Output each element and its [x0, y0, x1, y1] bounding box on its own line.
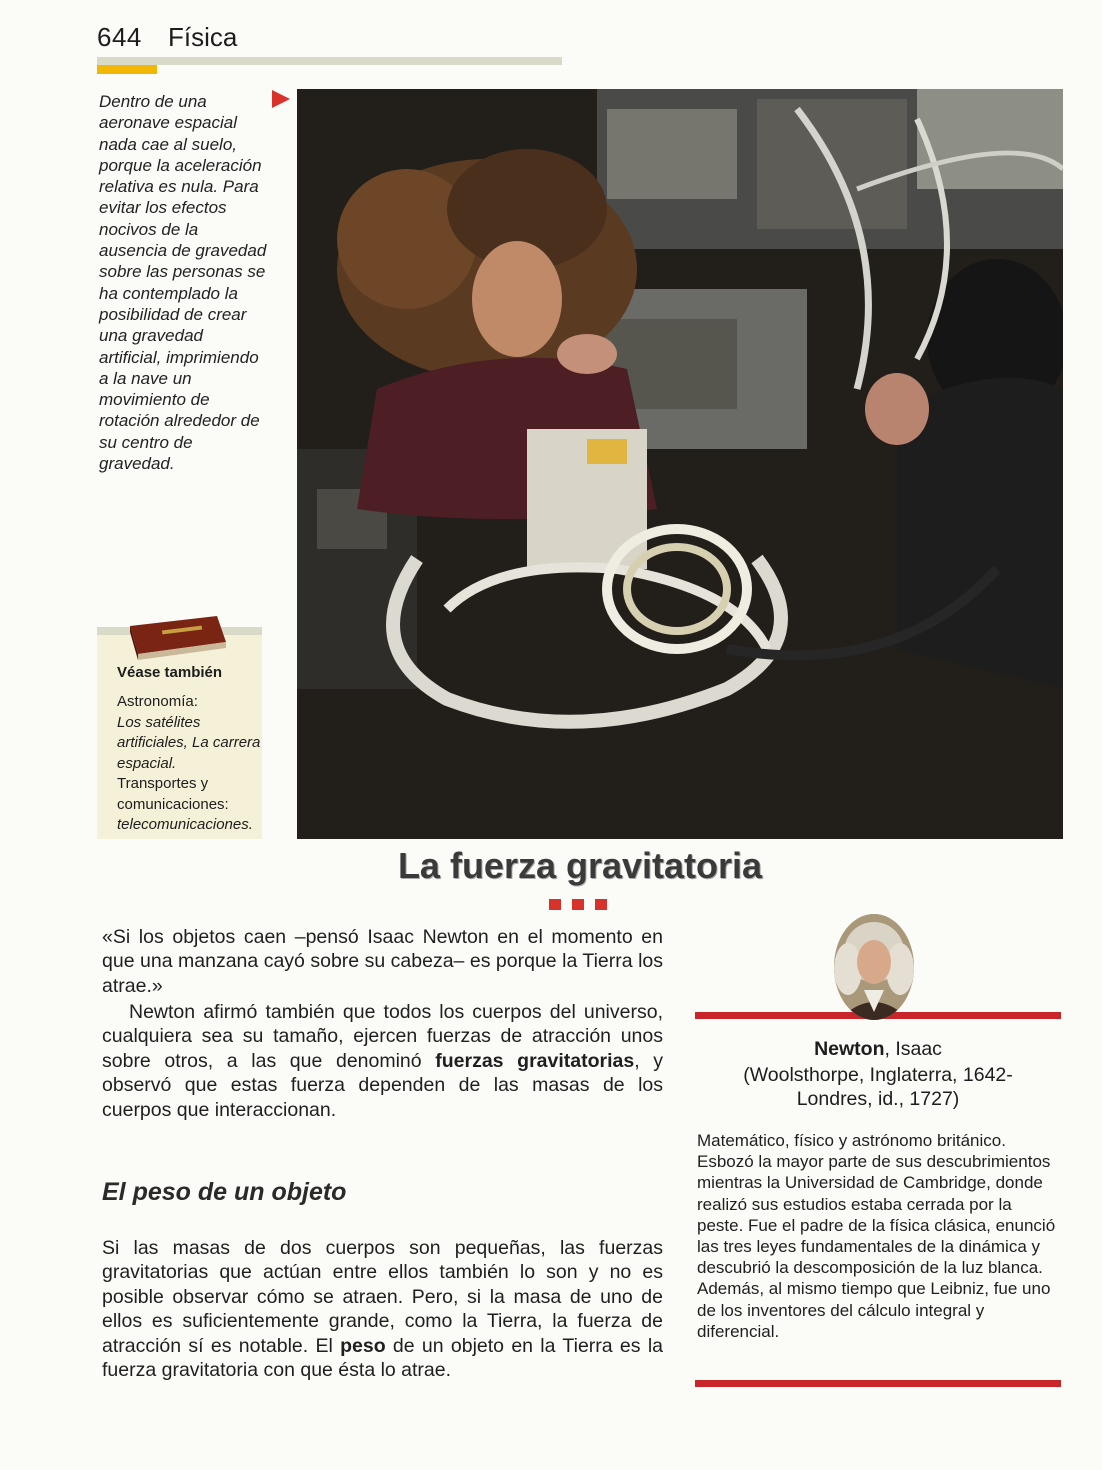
see-also-category: Astronomía:	[117, 693, 198, 710]
see-also-list	[117, 692, 262, 836]
see-also-title: Véase también	[117, 664, 223, 681]
biography-name: Newton, Isaac	[814, 1038, 942, 1060]
newton-quote: «Si los objetos caen –pensó Isaac Newton en el momento en que una manzana cayó sobre su cabeza– es porque la Tierra los atrae.»	[102, 926, 663, 997]
section-heading: El peso de un objeto	[102, 1178, 347, 1206]
astronauts-photo-illustration	[297, 89, 1063, 839]
caption-arrow-icon	[272, 90, 290, 108]
term-weight: peso	[340, 1334, 386, 1357]
title-ornament	[572, 899, 584, 910]
book-icon	[122, 608, 232, 663]
newton-portrait	[834, 914, 914, 1020]
title-ornament	[549, 899, 561, 910]
section-title: Física	[168, 22, 238, 52]
see-also-link[interactable]: telecomunicaciones.	[117, 816, 253, 833]
see-also-category: Transportes y comunicaciones:	[117, 775, 229, 813]
term-gravitational-forces: fuerzas gravitatorias	[435, 1049, 635, 1072]
astronauts-photo	[297, 89, 1063, 839]
biography-origin: (Woolsthorpe, Inglaterra, 1642- Londres, id., 1727)	[743, 1064, 1013, 1111]
header-rule	[97, 57, 562, 65]
article-title: La fuerza gravitatoria	[397, 845, 763, 886]
photo-caption: Dentro de una aeronave espacial nada cae al suelo, porque la aceleración relativa es nula. Para evitar los efectos nocivos de la ausencia de gravedad sobre las personas se ha contemplado la posibilidad de crear una gravedad artificial, imprimiendo a la nave un movimiento de rotación alrededor de su centro de gravedad.	[99, 92, 267, 474]
page-number: 644	[97, 22, 142, 52]
title-ornament	[595, 899, 607, 910]
biography-text: Matemático, físico y astrónomo británico. Esbozó la mayor parte de sus descubrimientos mientras la Universidad de Cambridge, donde realizó sus estudios estaba cerrada por la peste. Fue el padre de la física clásica, enunció las tres leyes fundamentales de la dinámica y descubrió la descomposición de la luz blanca. Además, al mismo tiempo que Leibniz, fue uno de los inventores del cálculo integral y diferencial.	[697, 1131, 1056, 1341]
see-also-link[interactable]: Los satélites artificiales, La carrera espacial.	[117, 713, 261, 772]
weight-paragraph: Si las masas de dos cuerpos son pequeñas, las fuerzas gravitatorias que actúan entre ellos también lo son y no es posible observar cómo se atraen. Pero, si la masa de uno de ellos es suficientemente grande, como la Tierra, la fuerza de atracción sí es notable. El peso de un objeto en la Tierra es la fuerza gravitatoria con que ésta lo atrae.	[102, 1237, 663, 1382]
biography-rule-bottom	[695, 1380, 1061, 1387]
intro-paragraph: Newton afirmó también que todos los cuerpos del universo, cualquiera sea su tamaño, ejercen fuerzas de atracción unos sobre otros, a las que denominó fuerzas gravitatorias, y observó que estas fuerza dependen de las masas de los cuerpos que interaccionan.	[102, 1001, 663, 1121]
header-accent-bar	[97, 65, 157, 74]
